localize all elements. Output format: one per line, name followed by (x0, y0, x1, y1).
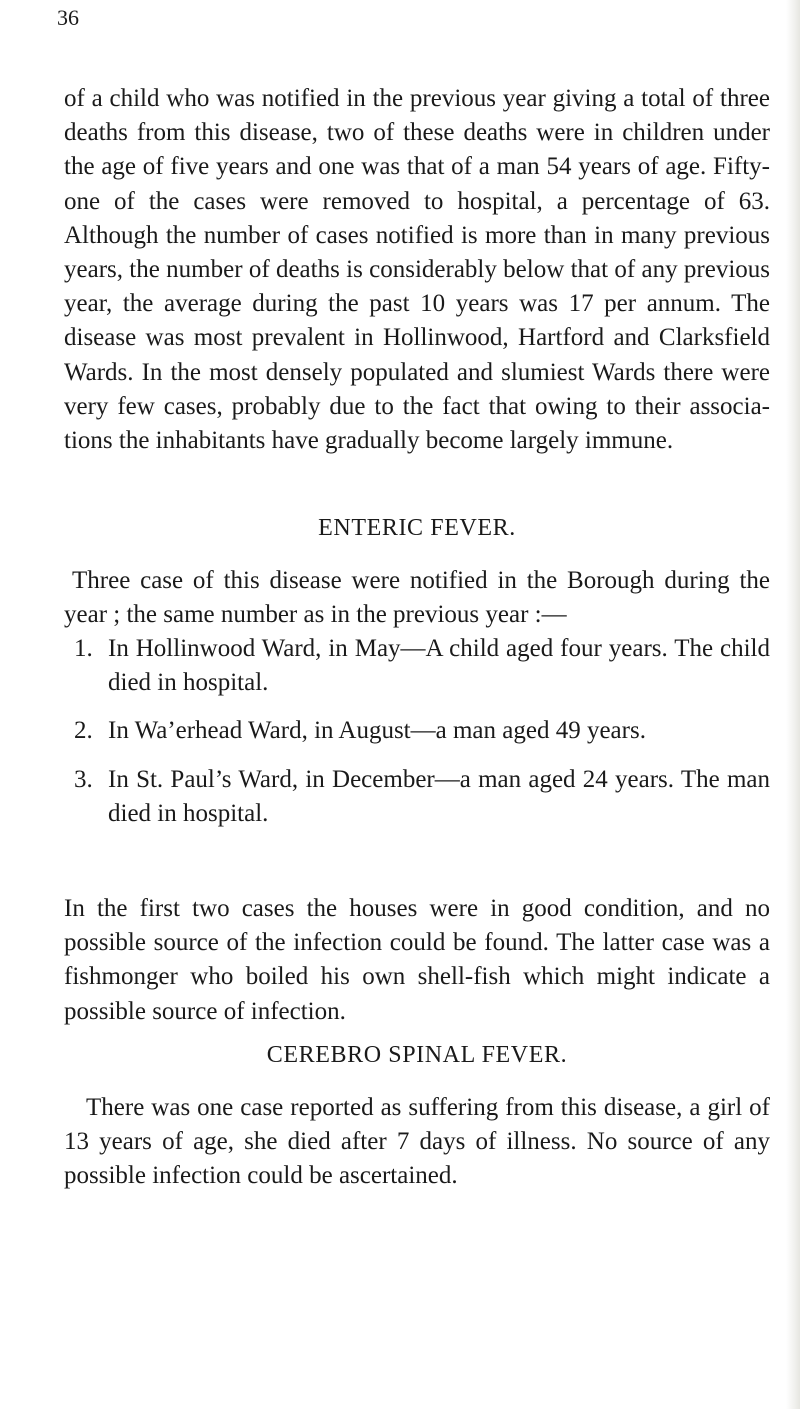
page-edge-shadow (786, 0, 800, 1409)
page-number: 36 (57, 5, 79, 30)
enteric-case-list (64, 632, 770, 831)
paragraph-cerebro-spinal: There was one case reported as suffering from this disease, a girl of 13 years of age, she died after 7 days of illness. No source of any possible infection could be ascertained. (64, 1094, 770, 1190)
paragraph-continuation: of a child who was notified in the previous year giving a total of three deaths from this disease, two of these deaths were in children under the age of five years and one was that of a man 54 years of age. Fifty-one of the cases were removed to hospital, a percentage of 63. Although the number of cases notified is more than in many previous years, the number of deaths is considerably below that of any previous year, the average during the past 10 years was 17 per annum. The disease was most prevalent in Hollinwood, Hartford and Clarksfield Wards. In the most densely populated and slumiest Wards there were very few cases, probably due to the fact that owing to their associa- tions the inhabitants have gradually become largely immune. (64, 85, 770, 455)
list-item (64, 714, 770, 748)
heading-enteric-fever: ENTERIC FEVER. (318, 515, 516, 541)
heading-cerebro-spinal-fever: CEREBRO SPINAL FEVER. (266, 1042, 568, 1068)
list-item (64, 632, 770, 700)
list-item-number: 1. (74, 635, 93, 662)
list-item-number: 3. (74, 765, 93, 793)
paragraph-enteric-intro: Three case of this disease were notified in the Borough during the year ; the same number as in the previous year :— (64, 567, 770, 629)
list-item-text: In Wa’erhead Ward, in August—a man aged 49 years. (108, 717, 646, 745)
list-item-number: 2. (74, 717, 93, 745)
paragraph-enteric-closing: In the first two cases the houses were in good condition, and no possible source of the infection could be found. The latter case was a fishmonger who boiled his own shell-fish which might indicate a possible source of infection. (64, 895, 770, 1025)
list-item (64, 763, 770, 831)
list-item-text: In St. Paul’s Ward, in December—a man aged 24 years. The man died in hospital. (108, 765, 770, 827)
list-item-text: In Hollinwood Ward, in May—A child aged four years. The child died in hospital. (108, 635, 770, 697)
